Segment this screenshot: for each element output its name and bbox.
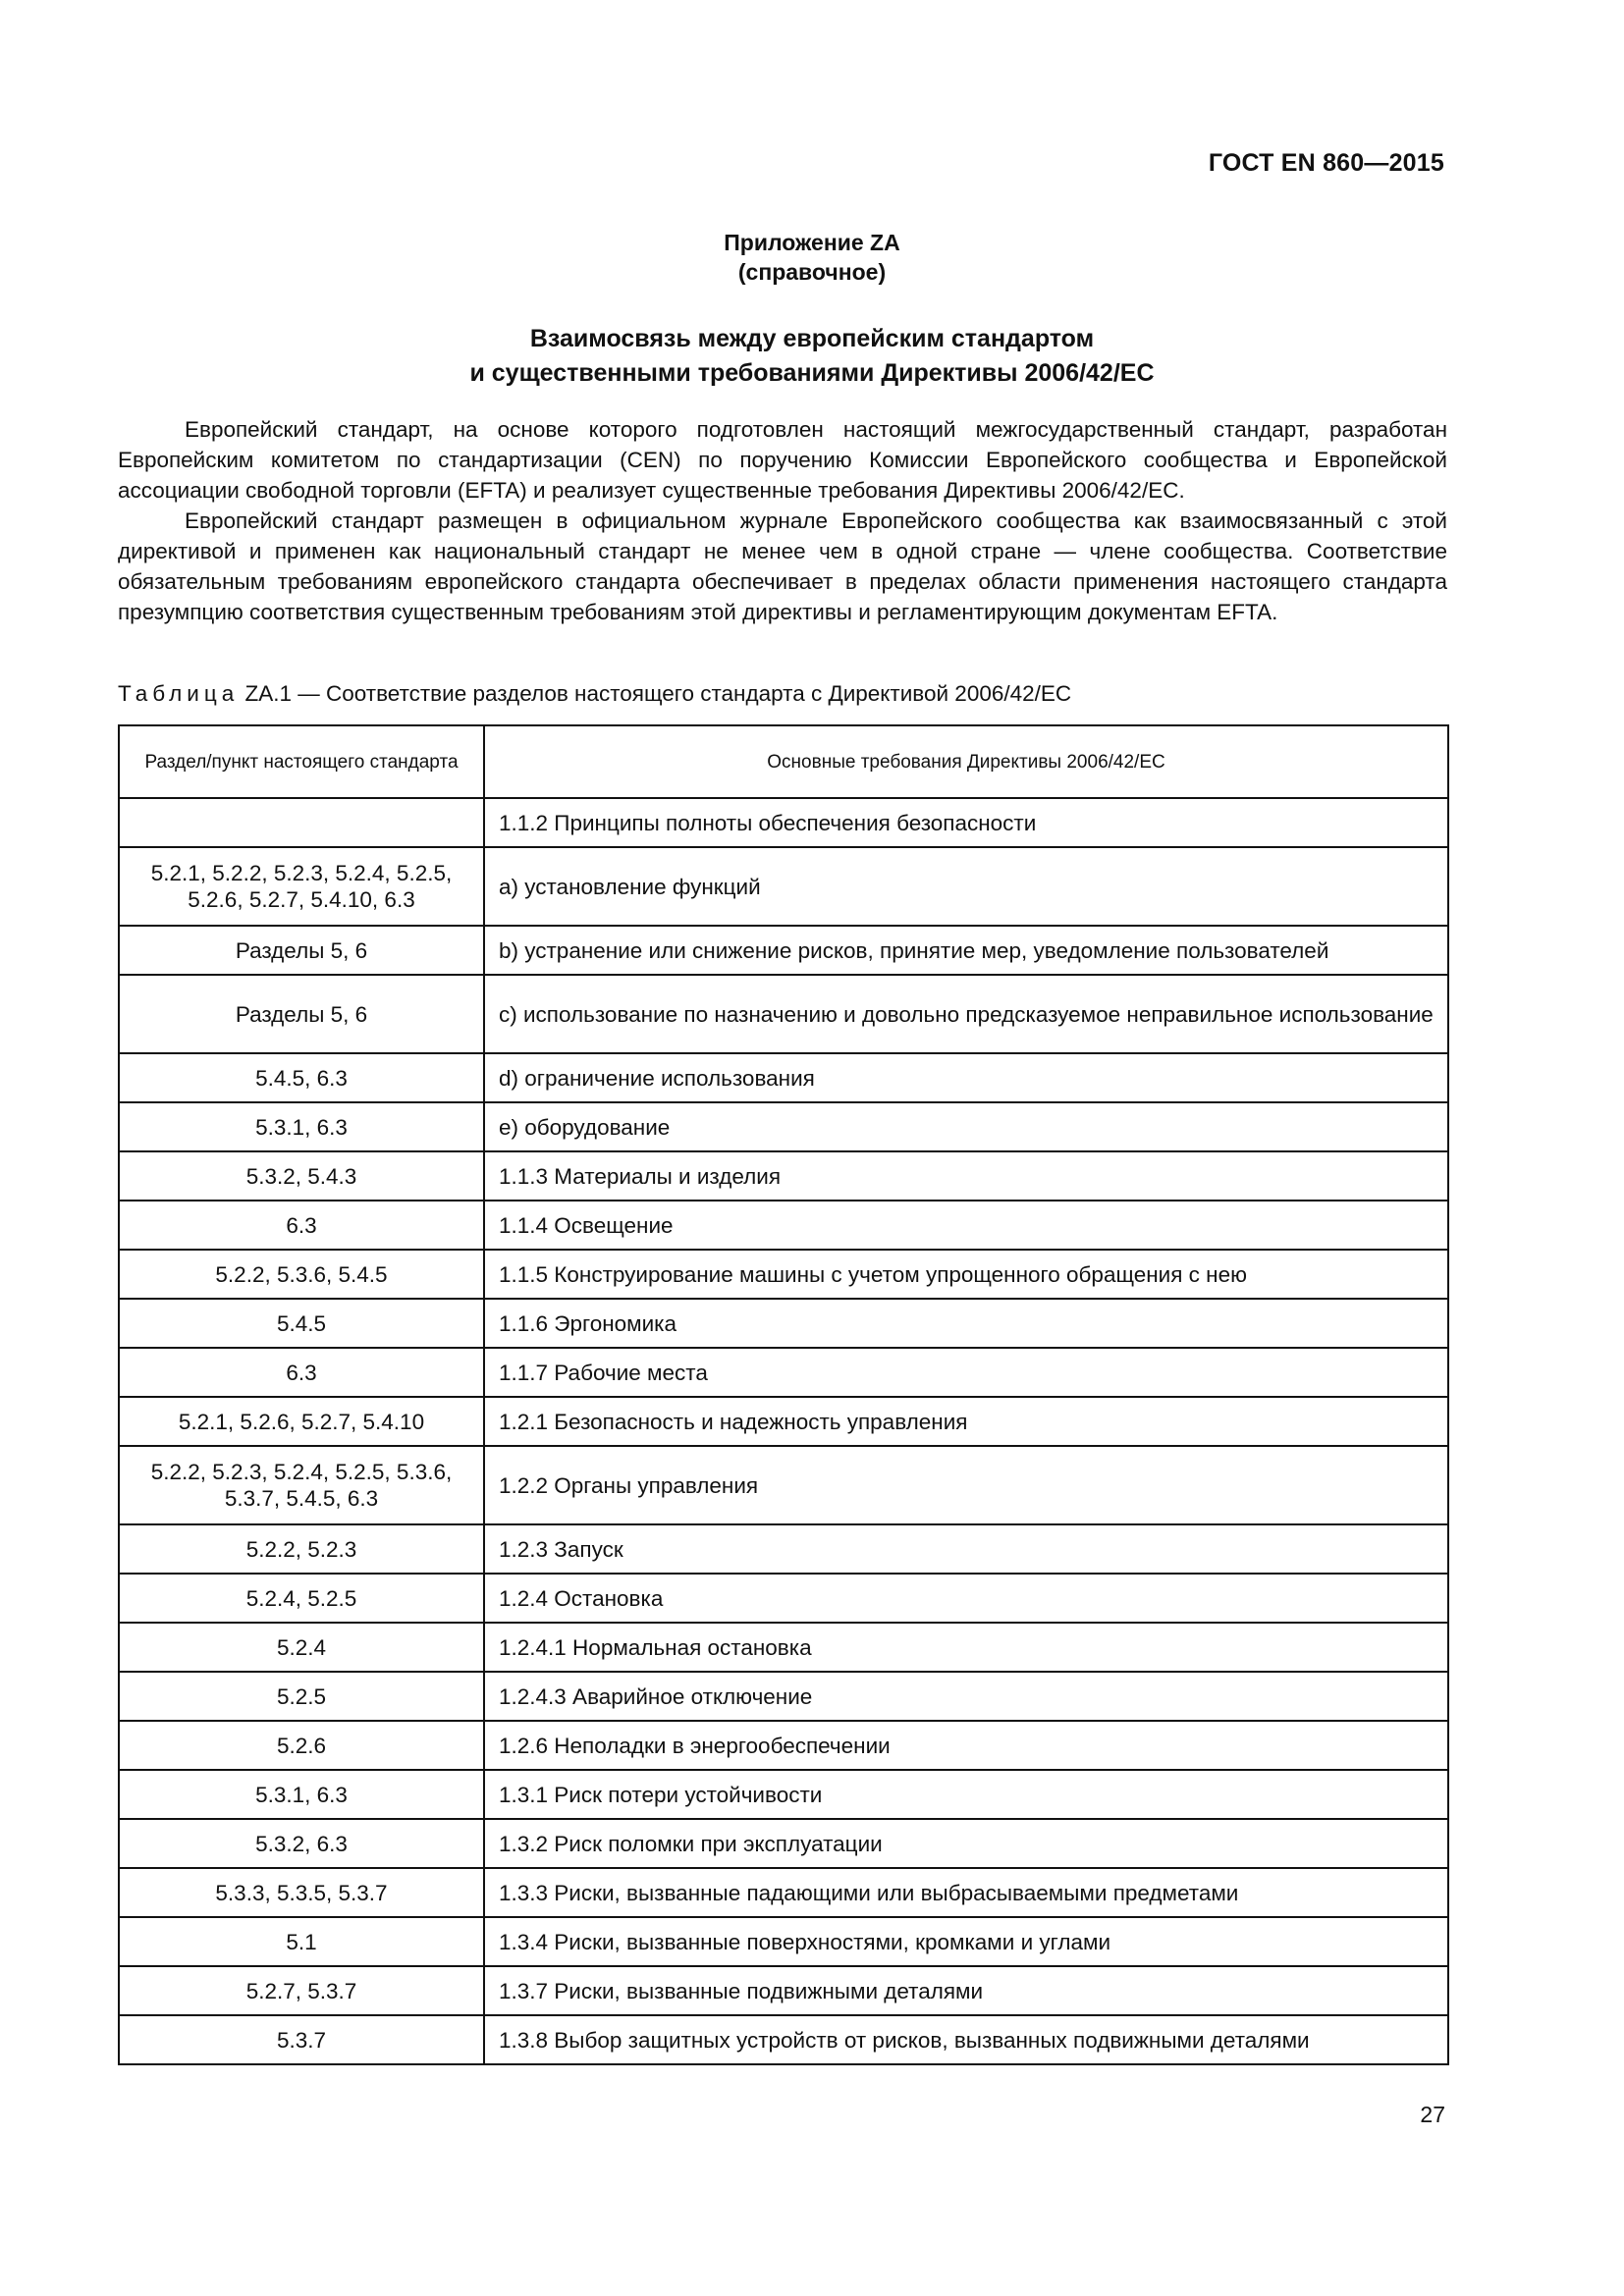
table-body — [119, 798, 1448, 2064]
section-cell: 5.3.2, 5.4.3 — [119, 1151, 484, 1201]
section-cell: 5.2.2, 5.2.3, 5.2.4, 5.2.5, 5.3.6, 5.3.7, 5.4.5, 6.3 — [119, 1446, 484, 1524]
requirement-cell: 1.2.3 Запуск — [484, 1524, 1448, 1574]
section-cell: 6.3 — [119, 1201, 484, 1250]
document-code: ГОСТ EN 860—2015 — [1208, 149, 1444, 177]
table-row — [119, 1672, 1448, 1721]
section-cell: 5.2.1, 5.2.6, 5.2.7, 5.4.10 — [119, 1397, 484, 1446]
section-cell — [119, 798, 484, 847]
section-cell: 5.3.1, 6.3 — [119, 1102, 484, 1151]
requirement-cell: e) оборудование — [484, 1102, 1448, 1151]
requirement-cell: 1.1.7 Рабочие места — [484, 1348, 1448, 1397]
table-row — [119, 1151, 1448, 1201]
requirement-cell: 1.1.5 Конструирование машины с учетом упрощенного обращения с нею — [484, 1250, 1448, 1299]
table-row — [119, 1819, 1448, 1868]
table-caption-text: ZA.1 — Соответствие разделов настоящего стандарта с Директивой 2006/42/ЕС — [244, 681, 1072, 706]
column-header-section: Раздел/пункт настоящего стандарта — [119, 725, 484, 798]
requirement-cell: d) ограничение использования — [484, 1053, 1448, 1102]
requirement-cell: 1.1.2 Принципы полноты обеспечения безопасности — [484, 798, 1448, 847]
table-row — [119, 975, 1448, 1053]
section-cell: 6.3 — [119, 1348, 484, 1397]
section-cell: 5.2.5 — [119, 1672, 484, 1721]
table-row — [119, 1917, 1448, 1966]
table-row — [119, 2015, 1448, 2064]
correspondence-table — [118, 724, 1449, 2065]
section-cell: 5.2.1, 5.2.2, 5.2.3, 5.2.4, 5.2.5, 5.2.6, 5.2.7, 5.4.10, 6.3 — [119, 847, 484, 926]
table-row — [119, 1446, 1448, 1524]
annex-type: (справочное) — [737, 259, 887, 285]
section-title — [0, 322, 1624, 391]
section-cell: 5.3.2, 6.3 — [119, 1819, 484, 1868]
table-row — [119, 1868, 1448, 1917]
requirement-cell: 1.3.2 Риск поломки при эксплуатации — [484, 1819, 1448, 1868]
paragraph: Европейский стандарт, на основе которого подготовлен настоящий межгосударственный стандарт, разработан Европейским комитетом по стандартизации (CEN) по поручению Комиссии Европейского сообщества и Европейской ассоциации свободной торговли (EFTA) и реализует существенные требования Директивы 2006/42/ЕС. — [118, 417, 1447, 503]
table-row — [119, 926, 1448, 975]
requirement-cell: 1.2.4.3 Аварийное отключение — [484, 1672, 1448, 1721]
requirement-cell: 1.1.3 Материалы и изделия — [484, 1151, 1448, 1201]
table-row — [119, 1721, 1448, 1770]
section-cell: 5.4.5 — [119, 1299, 484, 1348]
section-cell: 5.3.1, 6.3 — [119, 1770, 484, 1819]
table-row — [119, 1250, 1448, 1299]
requirement-cell: 1.1.6 Эргономика — [484, 1299, 1448, 1348]
annex-heading — [0, 228, 1624, 287]
section-cell: 5.4.5, 6.3 — [119, 1053, 484, 1102]
table-row — [119, 1574, 1448, 1623]
section-cell: 5.1 — [119, 1917, 484, 1966]
section-cell: 5.2.2, 5.2.3 — [119, 1524, 484, 1574]
requirement-cell: 1.2.6 Неполадки в энергообеспечении — [484, 1721, 1448, 1770]
requirement-cell: 1.1.4 Освещение — [484, 1201, 1448, 1250]
requirement-cell: 1.2.4 Остановка — [484, 1574, 1448, 1623]
table-row — [119, 1299, 1448, 1348]
section-cell: 5.2.6 — [119, 1721, 484, 1770]
table-row — [119, 1966, 1448, 2015]
table-caption-word: Таблица — [118, 681, 240, 706]
body-text — [118, 414, 1447, 627]
section-cell: 5.3.3, 5.3.5, 5.3.7 — [119, 1868, 484, 1917]
table-row — [119, 798, 1448, 847]
table-header-row — [119, 725, 1448, 798]
page-number: 27 — [1420, 2102, 1445, 2127]
column-header-requirement: Основные требования Директивы 2006/42/ЕС — [484, 725, 1448, 798]
section-cell: 5.3.7 — [119, 2015, 484, 2064]
section-cell: 5.2.2, 5.3.6, 5.4.5 — [119, 1250, 484, 1299]
section-cell: Разделы 5, 6 — [119, 926, 484, 975]
requirement-cell: a) установление функций — [484, 847, 1448, 926]
table-row — [119, 1397, 1448, 1446]
table-row — [119, 1770, 1448, 1819]
table-row — [119, 1053, 1448, 1102]
requirement-cell: 1.3.3 Риски, вызванные падающими или выбрасываемыми предметами — [484, 1868, 1448, 1917]
table-row — [119, 1201, 1448, 1250]
table-row — [119, 1623, 1448, 1672]
section-cell: 5.2.4, 5.2.5 — [119, 1574, 484, 1623]
requirement-cell: 1.2.1 Безопасность и надежность управления — [484, 1397, 1448, 1446]
table-caption — [118, 681, 1447, 707]
table-row — [119, 1524, 1448, 1574]
section-cell: 5.2.7, 5.3.7 — [119, 1966, 484, 2015]
requirement-cell: 1.3.8 Выбор защитных устройств от рисков, вызванных подвижными деталями — [484, 2015, 1448, 2064]
table-row — [119, 1102, 1448, 1151]
requirement-cell: c) использование по назначению и довольно предсказуемое неправильное использование — [484, 975, 1448, 1053]
annex-label: Приложение ZA — [724, 230, 900, 255]
section-cell: Разделы 5, 6 — [119, 975, 484, 1053]
section-cell: 5.2.4 — [119, 1623, 484, 1672]
table-row — [119, 847, 1448, 926]
requirement-cell: 1.2.4.1 Нормальная остановка — [484, 1623, 1448, 1672]
paragraph: Европейский стандарт размещен в официальном журнале Европейского сообщества как взаимосвязанный с этой директивой и применен как национальный стандарт не менее чем в одной стране — члене сообщества. Соответствие обязательным требованиям европейского стандарта обеспечивает в пределах области применения настоящего стандарта презумпцию соответствия существенным требованиям этой директивы и регламентирующим документам EFTA. — [118, 508, 1447, 624]
requirement-cell: 1.3.4 Риски, вызванные поверхностями, кромками и углами — [484, 1917, 1448, 1966]
table-row — [119, 1348, 1448, 1397]
requirement-cell: 1.3.1 Риск потери устойчивости — [484, 1770, 1448, 1819]
requirement-cell: 1.3.7 Риски, вызванные подвижными деталями — [484, 1966, 1448, 2015]
requirement-cell: b) устранение или снижение рисков, принятие мер, уведомление пользователей — [484, 926, 1448, 975]
section-title-line-1: Взаимосвязь между европейским стандартом — [529, 325, 1095, 352]
requirement-cell: 1.2.2 Органы управления — [484, 1446, 1448, 1524]
section-title-line-2: и существенными требованиями Директивы 2006/42/ЕС — [469, 359, 1155, 387]
